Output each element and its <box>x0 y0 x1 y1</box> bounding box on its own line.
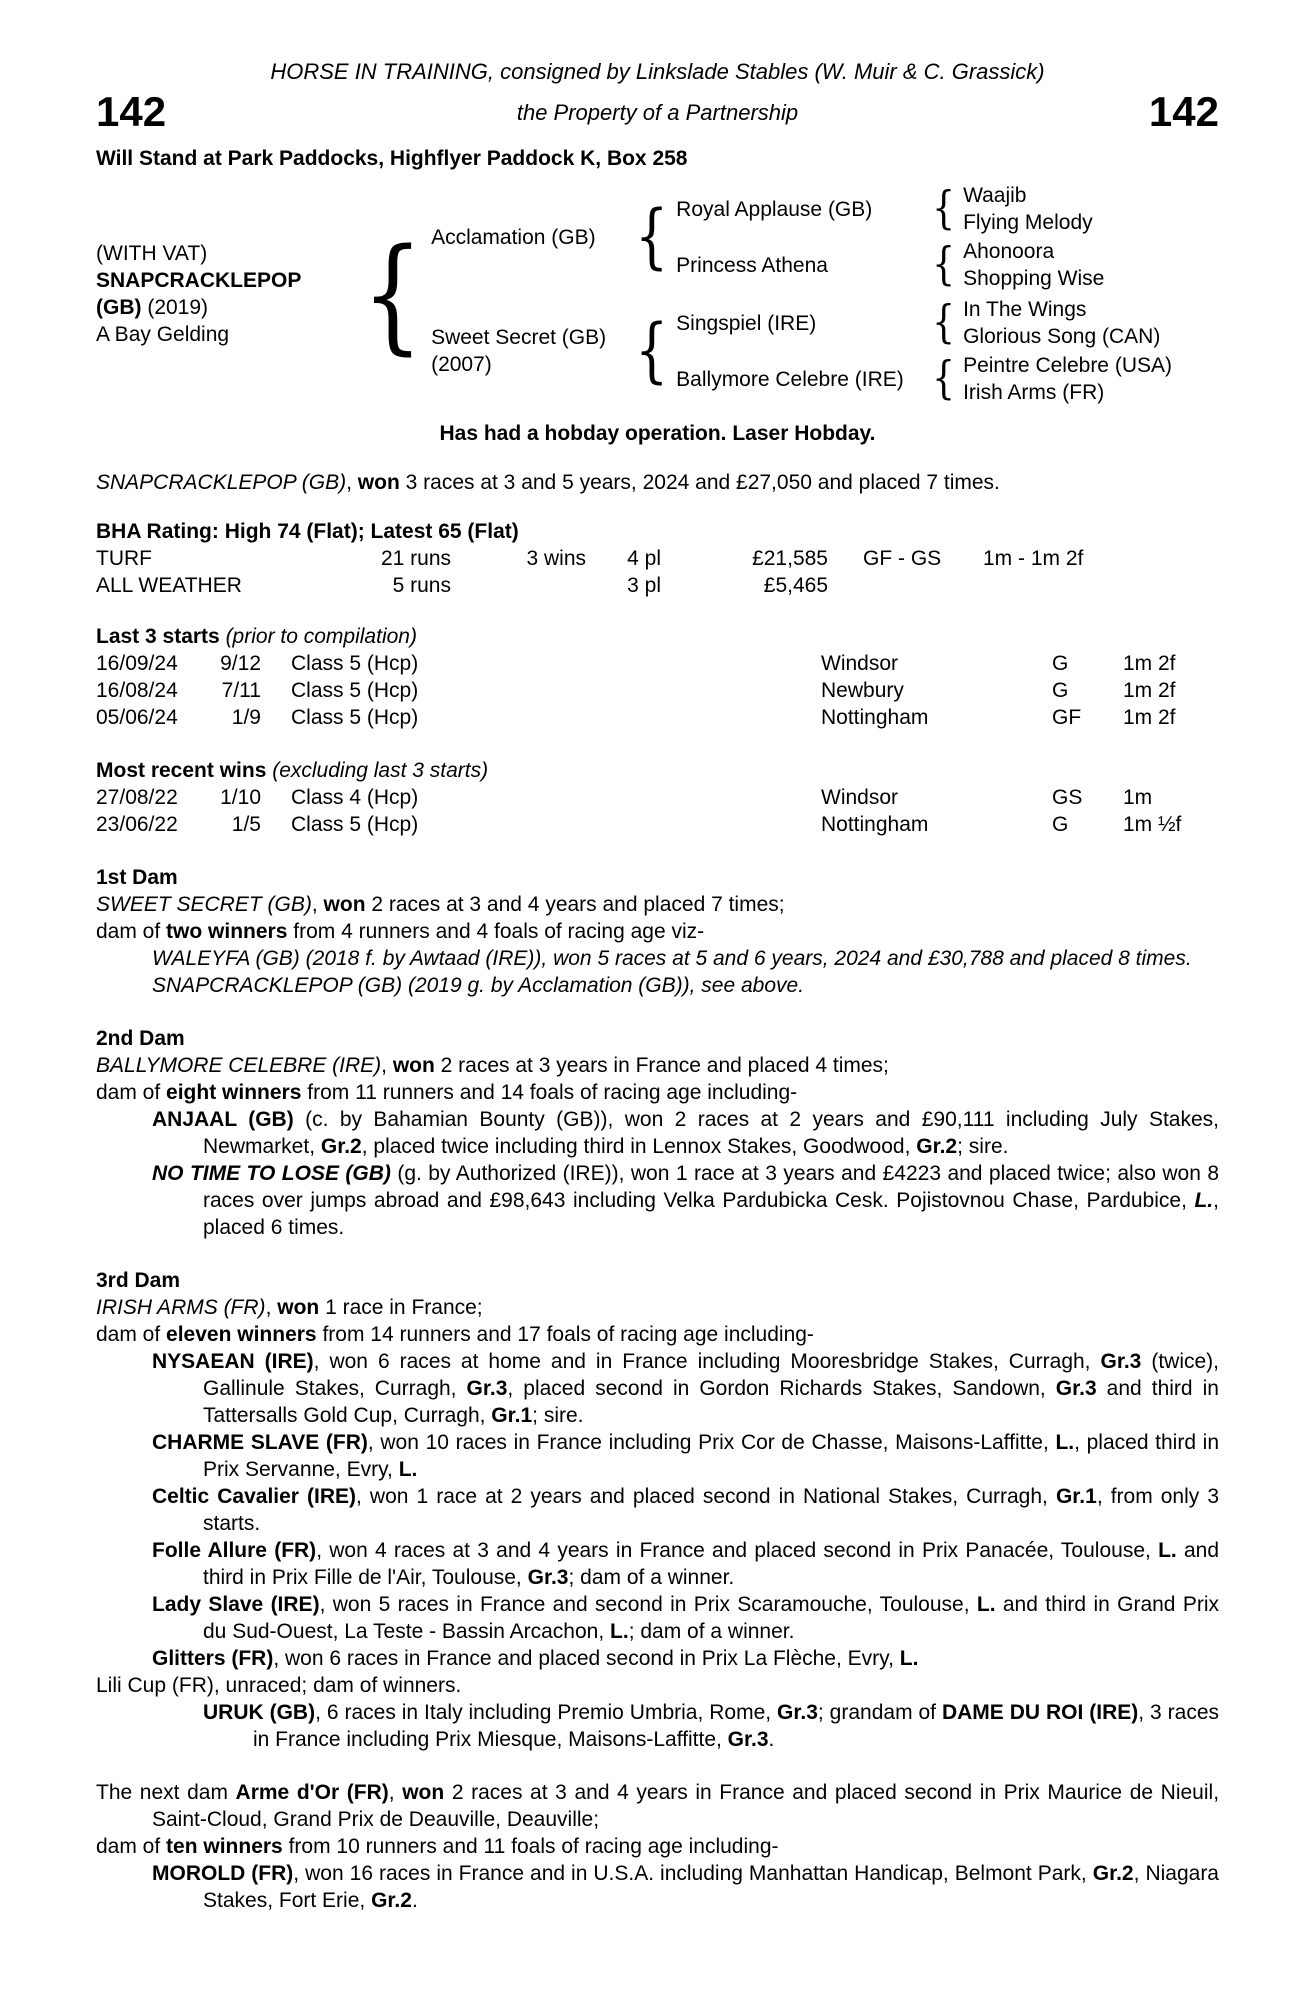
sire-name <box>431 224 627 251</box>
produce-entry: Lili Cup (FR), unraced; dam of winners. <box>96 1674 462 1697</box>
produce-entry: WALEYFA (GB) (2018 f. by Awtaad (IRE)), won 5 races at 5 and 6 years, 2024 and £30,788 and placed 8 times. <box>152 947 1192 970</box>
last-starts-title: Last 3 starts <box>96 625 226 648</box>
record-row-all-weather <box>96 572 1219 599</box>
going-range <box>828 572 983 599</box>
subject-suffix: (GB) (2019) <box>96 296 209 319</box>
race-class: Class 4 (Hcp) <box>291 786 419 809</box>
pedigree-brace-small: { <box>932 296 956 348</box>
gen4-sire: Waajib <box>963 184 1027 207</box>
race-going: G <box>1052 679 1069 702</box>
pedigree-brace-small: { <box>932 182 956 234</box>
record-row-turf <box>96 545 1219 572</box>
produce-entry: SNAPCRACKLEPOP (GB) (2019 g. by Acclamation (GB)), see above. <box>152 974 805 997</box>
distance-range: 1m - 1m 2f <box>983 547 1084 570</box>
race-going: G <box>1052 813 1069 836</box>
produce-entry: CHARME SLAVE (FR), won 10 races in France including Prix Cor de Chasse, Maisons-Laffitte, L., placed third in Prix Servanne, Evry, L. <box>152 1431 1220 1481</box>
first-dam-section <box>96 864 1219 999</box>
dam-produce-line: dam of eight winners from 11 runners and 14 foals of racing age including- <box>96 1081 798 1104</box>
places-value: 4 pl <box>627 547 661 570</box>
produce-entry: Lady Slave (IRE), won 5 races in France and second in Prix Scaramouche, Toulouse, L. and third in Grand Prix du Sud-Ouest, La Teste - Bassin Arcachon, L.; dam of a winner. <box>152 1593 1219 1643</box>
gen4-sire: Ahonoora <box>963 240 1055 263</box>
race-date: 05/06/24 <box>96 706 178 729</box>
race-date: 27/08/22 <box>96 786 178 809</box>
second-dam-heading: 2nd Dam <box>96 1027 185 1050</box>
pedigree-subject <box>96 240 354 348</box>
gen4-pair <box>963 182 1093 236</box>
pedigree-brace-sire: { <box>635 196 669 278</box>
pedigree-brace-main: { <box>362 221 424 367</box>
produce-entry: ANJAAL (GB) (c. by Bahamian Bounty (GB)), won 2 races at 2 years and £90,111 including July Stakes, Newmarket, Gr.2, placed twice including third in Lennox Stakes, Goodwood, Gr.2; sire. <box>152 1108 1219 1158</box>
sire-gen3-column <box>676 182 1104 292</box>
race-going: G <box>1052 652 1069 675</box>
subject-name: SNAPCRACKLEPOP <box>96 269 302 292</box>
produce-entry: Folle Allure (FR), won 4 races at 3 and 4 years in France and placed second in Prix Panacée, Toulouse, L. and third in Prix Fille de l'Air, Toulouse, Gr.3; dam of a winner. <box>152 1539 1220 1589</box>
dam-branch <box>431 296 1172 406</box>
distance-range <box>983 572 1219 599</box>
runs-value: 21 runs <box>380 547 451 570</box>
next-dam-section <box>96 1779 1219 1914</box>
third-dam-section <box>96 1267 1219 1753</box>
prize-money: £5,465 <box>763 574 828 597</box>
gen4-sire: Peintre Celebre (USA) <box>963 354 1172 377</box>
gen4-dam: Glorious Song (CAN) <box>963 325 1161 348</box>
surface-label: ALL WEATHER <box>96 574 242 597</box>
race-record-table <box>96 545 1219 599</box>
gen3-name: Singspiel (IRE) <box>676 311 817 335</box>
race-distance: 1m <box>1123 786 1153 809</box>
race-row <box>96 811 1219 838</box>
gen4-pair <box>963 238 1104 292</box>
dam-record-line: BALLYMORE CELEBRE (IRE), won 2 races at 3 years in France and placed 4 times; <box>96 1054 889 1077</box>
race-summary: SNAPCRACKLEPOP (GB), won 3 races at 3 and 5 years, 2024 and £27,050 and placed 7 times. <box>96 471 1000 494</box>
race-distance: 1m 2f <box>1123 706 1176 729</box>
race-date: 16/08/24 <box>96 679 178 702</box>
dam-produce-line: dam of two winners from 4 runners and 4 foals of racing age viz- <box>96 920 705 943</box>
race-distance: 1m 2f <box>1123 652 1176 675</box>
last-starts-subtitle: (prior to compilation) <box>225 625 417 648</box>
vat-note: (WITH VAT) <box>96 242 208 265</box>
race-row <box>96 650 1219 677</box>
gen4-pair <box>963 296 1160 350</box>
property-line: the Property of a Partnership <box>516 99 799 125</box>
pedigree-brace-small: { <box>932 238 956 290</box>
places-value: 3 pl <box>627 574 661 597</box>
gen4-dam: Shopping Wise <box>963 267 1105 290</box>
produce-entry: NO TIME TO LOSE (GB) (g. by Authorized (IRE)), won 1 race at 3 years and £4223 and placed twice; also won 8 races over jumps abroad and £98,643 including Velka Pardubicka Cesk. Pojistovnou Chase, Pardubice, L., placed 6 times. <box>152 1162 1219 1239</box>
wins-value <box>451 572 586 599</box>
wins-value: 3 wins <box>526 547 586 570</box>
first-dam-heading: 1st Dam <box>96 866 178 889</box>
race-course: Nottingham <box>821 706 929 729</box>
lot-number-right: 142 <box>1148 88 1219 135</box>
dam-gen3-column <box>676 296 1172 406</box>
race-date: 23/06/22 <box>96 813 178 836</box>
gen3-name: Ballymore Celebre (IRE) <box>676 367 904 391</box>
gen3-unit <box>676 296 1172 350</box>
bha-rating-heading: BHA Rating: High 74 (Flat); Latest 65 (Flat) <box>96 520 519 543</box>
pedigree-chart <box>96 182 1219 406</box>
gen3-name: Princess Athena <box>676 253 828 277</box>
subject-description: A Bay Gelding <box>96 323 230 346</box>
sire-branch <box>431 182 1172 292</box>
race-course: Nottingham <box>821 813 929 836</box>
dam-year-text: (2007) <box>431 353 492 376</box>
produce-entry: NYSAEAN (IRE), won 6 races at home and in France including Mooresbridge Stakes, Curragh, Gr.3 (twice), Gallinule Stakes, Curragh, Gr.3, placed second in Gordon Richards Stakes, Sandown, Gr.3 and third in Tattersalls Gold Cup, Curragh, Gr.1; sire. <box>152 1350 1219 1427</box>
runs-value: 5 runs <box>392 574 451 597</box>
race-class: Class 5 (Hcp) <box>291 706 419 729</box>
gen3-name: Royal Applause (GB) <box>676 197 873 221</box>
produce-entry: URUK (GB), 6 races in Italy including Premio Umbria, Rome, Gr.3; grandam of DAME DU ROI (IRE), 3 races in France including Prix Miesque, Maisons-Laffitte, Gr.3. <box>203 1701 1220 1751</box>
gen4-pair <box>963 352 1172 406</box>
race-distance: 1m 2f <box>1123 679 1176 702</box>
pedigree-gen2-column <box>431 182 1172 406</box>
dam-name-text: Sweet Secret (GB) <box>431 326 607 349</box>
gen4-dam: Flying Melody <box>963 211 1093 234</box>
race-class: Class 5 (Hcp) <box>291 679 419 702</box>
third-dam-heading: 3rd Dam <box>96 1269 181 1292</box>
surface-label: TURF <box>96 547 152 570</box>
next-dam-line: The next dam Arme d'Or (FR), won 2 races at 3 and 4 years in France and placed second in Prix Maurice de Nieuil, Saint-Cloud, Grand Prix de Deauville, Deauville; <box>96 1781 1220 1831</box>
sire-name-text: Acclamation (GB) <box>431 225 596 249</box>
last-starts-table <box>96 650 1219 731</box>
race-course: Newbury <box>821 679 904 702</box>
dam-record-line: SWEET SECRET (GB), won 2 races at 3 and 4 years and placed 7 times; <box>96 893 785 916</box>
dam-produce-line: dam of ten winners from 10 runners and 11 foals of racing age including- <box>96 1835 779 1858</box>
race-course: Windsor <box>821 652 899 675</box>
race-class: Class 5 (Hcp) <box>291 813 419 836</box>
gen4-dam: Irish Arms (FR) <box>963 381 1105 404</box>
consignment-line: HORSE IN TRAINING, consigned by Linkslade Stables (W. Muir & C. Grassick) <box>270 59 1045 84</box>
produce-entry: MOROLD (FR), won 16 races in France and in U.S.A. including Manhattan Handicap, Belmont Park, Gr.2, Niagara Stakes, Fort Erie, Gr.2. <box>152 1862 1219 1912</box>
race-date: 16/09/24 <box>96 652 178 675</box>
race-position: 1/9 <box>231 706 261 729</box>
lot-row <box>96 89 1219 135</box>
gen4-sire: In The Wings <box>963 298 1087 321</box>
recent-wins-heading <box>96 757 1219 784</box>
gen3-unit <box>676 238 1104 292</box>
race-position: 1/10 <box>220 786 261 809</box>
race-course: Windsor <box>821 786 899 809</box>
last-starts-heading <box>96 623 1219 650</box>
race-position: 1/5 <box>231 813 261 836</box>
race-going: GF <box>1052 706 1082 729</box>
race-row <box>96 704 1219 731</box>
going-range: GF - GS <box>863 547 942 570</box>
produce-entry: Celtic Cavalier (IRE), won 1 race at 2 years and placed second in National Stakes, Curragh, Gr.1, from only 3 starts. <box>152 1485 1220 1535</box>
dam-name <box>431 324 627 378</box>
second-dam-section <box>96 1025 1219 1241</box>
dam-record-line: IRISH ARMS (FR), won 1 race in France; <box>96 1296 483 1319</box>
race-row <box>96 784 1219 811</box>
pedigree-brace-dam: { <box>635 310 669 392</box>
gen3-unit <box>676 182 1104 236</box>
pedigree-brace-small: { <box>932 352 956 404</box>
produce-entry: Glitters (FR), won 6 races in France and placed second in Prix La Flèche, Evry, L. <box>152 1647 919 1670</box>
race-row <box>96 677 1219 704</box>
race-class: Class 5 (Hcp) <box>291 652 419 675</box>
race-position: 9/12 <box>220 652 261 675</box>
race-going: GS <box>1052 786 1083 809</box>
lot-number-left: 142 <box>96 88 167 135</box>
dam-produce-line: dam of eleven winners from 14 runners and 17 foals of racing age including- <box>96 1323 814 1346</box>
stand-location-line: Will Stand at Park Paddocks, Highflyer Paddock K, Box 258 <box>96 147 688 170</box>
veterinary-note: Has had a hobday operation. Laser Hobday. <box>439 422 876 445</box>
recent-wins-table <box>96 784 1219 838</box>
recent-wins-title: Most recent wins <box>96 759 273 782</box>
race-position: 7/11 <box>221 679 261 702</box>
gen3-unit <box>676 352 1172 406</box>
recent-wins-subtitle: (excluding last 3 starts) <box>272 759 489 782</box>
prize-money: £21,585 <box>752 547 828 570</box>
race-distance: 1m ½f <box>1123 813 1182 836</box>
